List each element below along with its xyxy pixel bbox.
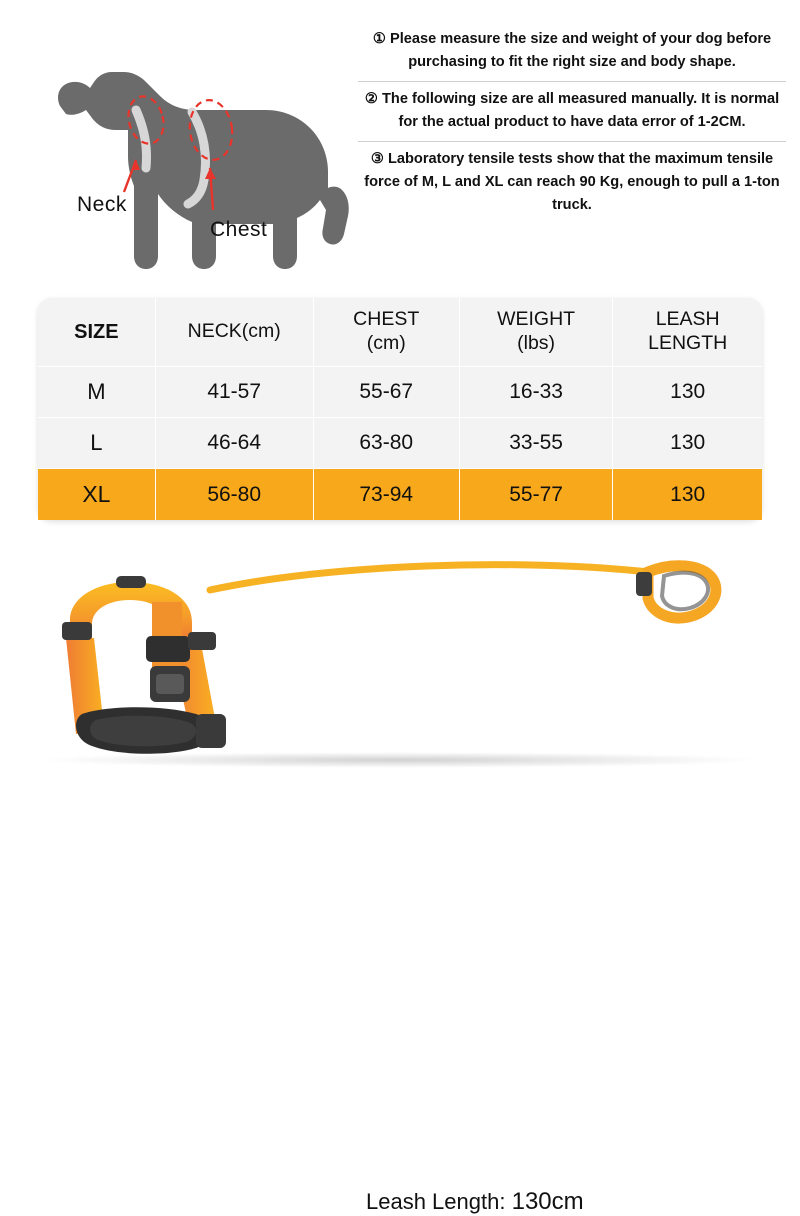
neck-label: Neck <box>77 193 127 216</box>
column-header-weight-line2: (lbs) <box>517 331 556 354</box>
dog-measurement-diagram <box>20 10 370 280</box>
top-section <box>0 0 800 290</box>
harness-buckle-upper <box>146 636 190 662</box>
cell-leash-xl: 130 <box>613 469 762 520</box>
column-header-weight <box>459 298 612 366</box>
column-header-chest-line2: (cm) <box>366 331 406 354</box>
column-header-neck: NECK(cm) <box>155 298 313 366</box>
column-header-chest <box>313 298 459 366</box>
cell-size-xl: XL <box>38 469 155 520</box>
cell-chest-m: 55-67 <box>313 366 459 417</box>
cell-chest-xl: 73-94 <box>313 469 459 520</box>
cell-weight-xl: 55-77 <box>459 469 612 520</box>
harness-buckle-lower-inner <box>156 674 184 694</box>
leash-length-label: Leash Length: <box>366 1189 506 1214</box>
note-text-1: Please measure the size and weight of your dog before purchasing to fit the right size and body shape. <box>390 31 772 70</box>
note-text-3: Laboratory tensile tests show that the maximum tensile force of M, L and XL can reach 90 Kg, enough to pull a 1-ton truck. <box>364 151 780 213</box>
size-table <box>38 298 762 520</box>
cell-chest-l: 63-80 <box>313 417 459 468</box>
table-row <box>38 366 762 417</box>
cell-leash-m: 130 <box>613 366 762 417</box>
table-row <box>38 417 762 468</box>
bottom-shadow <box>36 752 762 768</box>
column-header-size: SIZE <box>38 298 155 366</box>
cell-weight-l: 33-55 <box>459 417 612 468</box>
harness-bottom-buckle <box>196 714 226 748</box>
note-number-2: ② <box>364 91 378 108</box>
table-header-row <box>38 298 762 366</box>
cell-weight-m: 16-33 <box>459 366 612 417</box>
harness-chest-pad-inner <box>90 716 196 747</box>
column-header-leash <box>613 298 762 366</box>
column-header-leash-line2: LENGTH <box>648 331 728 354</box>
column-header-weight-line1: WEIGHT <box>497 307 576 330</box>
leash-clip <box>636 572 652 596</box>
note-item-1 <box>358 22 786 81</box>
column-header-chest-line1: CHEST <box>353 307 420 330</box>
leash-length-caption <box>366 1188 584 1216</box>
notes-list <box>358 22 786 224</box>
table-header <box>38 298 762 366</box>
cell-neck-l: 46-64 <box>155 417 313 468</box>
harness-right-adjuster <box>188 632 216 650</box>
leash-cord <box>210 565 648 590</box>
cell-leash-l: 130 <box>613 417 762 468</box>
size-table-container <box>38 298 762 520</box>
harness-d-ring <box>116 576 146 588</box>
chest-label: Chest <box>210 218 268 241</box>
table-row-highlighted <box>38 469 762 520</box>
note-item-3 <box>358 141 786 224</box>
cell-neck-m: 41-57 <box>155 366 313 417</box>
note-text-2: The following size are all measured manually. It is normal for the actual product to have data error of 1-2CM. <box>382 91 780 130</box>
note-number-1: ① <box>372 31 386 47</box>
column-header-leash-line1: LEASH <box>655 307 720 330</box>
dog-silhouette-icon <box>20 10 370 280</box>
note-number-3: ③ <box>370 151 384 168</box>
leash-length-value: 130cm <box>511 1188 584 1215</box>
cell-size-m: M <box>38 366 155 417</box>
leash-handle-inner <box>662 573 708 610</box>
cell-size-l: L <box>38 417 155 468</box>
cell-neck-xl: 56-80 <box>155 469 313 520</box>
harness-left-adjuster <box>62 622 92 640</box>
table-body <box>38 366 762 520</box>
note-item-2 <box>358 81 786 141</box>
